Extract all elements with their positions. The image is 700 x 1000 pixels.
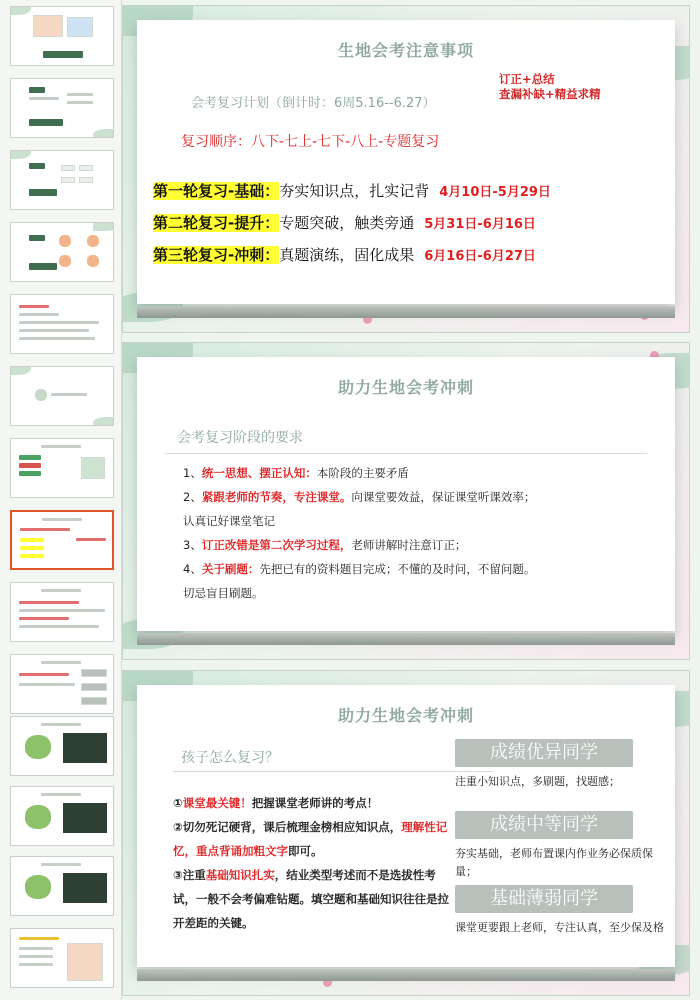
thumb-avatar — [59, 255, 71, 267]
slide-subtitle: 会考复习计划（倒计时：6周5.16--6.27） — [191, 96, 436, 111]
slide-stage-requirements[interactable] — [122, 342, 690, 660]
thumb-line — [19, 673, 69, 676]
thumb-label — [29, 87, 45, 93]
item-text: 老师讲解时注意订正； — [351, 538, 467, 552]
tip-emphasis: 基础知识扎实 — [205, 868, 275, 882]
slide-thumbnail-1[interactable] — [10, 6, 114, 66]
slide-thumbnail-7[interactable] — [10, 438, 114, 498]
thumb-illustration — [67, 943, 103, 981]
slide-thumbnail-13[interactable] — [10, 856, 114, 916]
round-dates: 4月10日-5月29日 — [439, 185, 551, 200]
card-shadow-bar — [137, 633, 675, 645]
requirement-item — [183, 533, 643, 557]
tip-text: ③注重 — [173, 868, 206, 882]
side-note-line: 订正+总结 — [499, 72, 555, 86]
thumb-line — [19, 305, 49, 308]
group-text-excellent: 注重小知识点，多刷题，找题感； — [455, 775, 620, 788]
item-number: 2、 — [183, 490, 202, 504]
thumb-line — [41, 589, 81, 592]
round-dates: 6月16日-6月27日 — [424, 249, 536, 264]
tip-emphasis: 课堂最关键！ — [182, 796, 252, 810]
slide-review-plan[interactable] — [122, 5, 690, 333]
thumb-blob — [25, 735, 51, 759]
item-text: 切忌盲目刷题。 — [183, 586, 264, 600]
thumb-line — [41, 863, 81, 866]
thumb-line — [19, 321, 99, 324]
round-row — [153, 244, 536, 265]
tip-1 — [173, 791, 453, 815]
round-text: 专题突破，触类旁通 — [279, 214, 415, 232]
round-label: 第一轮复习-基础： — [153, 182, 280, 200]
thumb-illustration — [67, 17, 93, 37]
slide-title: 助力生地会考冲刺 — [337, 378, 474, 397]
item-number: 3、 — [183, 538, 202, 552]
slide-thumbnail-8[interactable] — [10, 510, 114, 570]
thumb-line — [19, 625, 99, 628]
thumb-line — [19, 313, 59, 316]
slide-card — [137, 20, 675, 304]
group-badge-average: 成绩中等同学 — [455, 811, 633, 839]
thumb-button — [29, 263, 57, 270]
tip-number: ① — [173, 796, 183, 810]
item-text: 向课堂要效益，保证课堂听课效率； — [351, 490, 536, 504]
leaf-decoration — [93, 417, 114, 426]
tip-text: 把握课堂老师讲的考点！ — [251, 796, 379, 810]
slide-title: 助力生地会考冲刺 — [337, 706, 474, 725]
slide-how-to-review[interactable] — [122, 670, 690, 996]
review-order: 复习顺序：八下-七上-七下-八上-专题复习 — [181, 134, 440, 150]
slide-subtitle: 会考复习阶段的要求 — [177, 430, 303, 446]
thumb-box — [79, 165, 93, 171]
leaf-decoration — [10, 6, 31, 15]
tip-text: ，结业类型考述而不是选拔性考试，一般不会考偏难钻题。填空题和基础知识往往是拉开差距的关键。 — [173, 868, 449, 930]
slide-card — [137, 357, 675, 631]
thumb-box — [61, 165, 75, 171]
item-number: 4、 — [183, 562, 202, 576]
group-text-average: 夯实基础，老师布置课内作业务必保质保量； — [455, 847, 653, 878]
side-note — [499, 72, 601, 102]
slide-thumbnail-3[interactable] — [10, 150, 114, 210]
thumb-label — [29, 235, 45, 241]
thumb-highlight — [20, 546, 44, 550]
thumb-button — [29, 119, 63, 126]
slide-thumbnail-11[interactable] — [10, 716, 114, 776]
thumb-label — [19, 455, 41, 460]
thumb-box — [61, 177, 75, 183]
thumb-box — [81, 669, 107, 677]
item-text: 先把已有的资料题目完成；不懂的及时问，不留问题。 — [259, 562, 536, 576]
slide-thumbnail-panel — [0, 0, 122, 1000]
slide-thumbnail-12[interactable] — [10, 786, 114, 846]
thumb-box — [79, 177, 93, 183]
tip-emphasis: 理解性记忆，重点背诵加粗文字 — [173, 820, 448, 858]
thumb-label — [19, 471, 41, 476]
thumb-avatar — [87, 235, 99, 247]
thumb-line — [19, 955, 53, 958]
thumb-blob — [25, 805, 51, 829]
thumb-illustration — [81, 457, 105, 479]
thumb-line — [19, 947, 53, 950]
tip-2 — [173, 815, 453, 863]
thumb-line — [67, 101, 93, 104]
slide-thumbnail-9[interactable] — [10, 582, 114, 642]
slide-title: 生地会考注意事项 — [337, 41, 474, 60]
tip-3 — [173, 863, 453, 935]
item-text: 认真记好课堂笔记 — [183, 514, 275, 528]
round-text: 真题演练，固化成果 — [279, 246, 415, 264]
group-badge-excellent: 成绩优异同学 — [455, 739, 633, 767]
thumb-line — [29, 97, 59, 100]
thumb-box — [81, 697, 107, 705]
thumb-line — [41, 723, 81, 726]
review-tips — [173, 791, 453, 935]
leaf-decoration — [93, 129, 114, 138]
thumb-line — [41, 445, 81, 448]
thumb-line — [41, 793, 81, 796]
thumb-highlight — [20, 538, 44, 542]
card-shadow-bar — [137, 306, 675, 318]
tip-text: ②切勿死记硬背，课后梳理金榜相应知识点， — [173, 820, 402, 834]
thumb-button — [29, 189, 57, 196]
thumb-line — [19, 963, 53, 966]
thumb-line — [20, 528, 70, 531]
leaf-decoration — [10, 366, 31, 375]
divider — [173, 771, 493, 772]
slide-thumbnail-10[interactable] — [10, 654, 114, 714]
slide-thumbnail-4[interactable] — [10, 222, 114, 282]
slide-thumbnail-2[interactable] — [10, 78, 114, 138]
card-shadow-bar — [137, 969, 675, 981]
thumb-circle — [35, 389, 47, 401]
item-emphasis: 关于刷题： — [201, 562, 260, 576]
requirement-item — [183, 485, 643, 509]
thumb-line — [19, 609, 105, 612]
thumb-avatar — [59, 235, 71, 247]
thumb-line — [67, 93, 93, 96]
item-number: 1、 — [183, 466, 202, 480]
side-note-line: 查漏补缺+精益求精 — [499, 87, 601, 101]
divider — [165, 453, 647, 454]
thumb-label — [29, 163, 45, 169]
thumb-line — [19, 617, 69, 620]
thumb-line — [19, 329, 89, 332]
requirement-item — [183, 581, 643, 605]
requirement-item — [183, 461, 643, 485]
thumb-line — [76, 538, 106, 541]
thumb-blob — [25, 875, 51, 899]
thumb-box — [81, 683, 107, 691]
round-text: 夯实知识点，扎实记背 — [279, 182, 430, 200]
slide-subtitle: 孩子怎么复习？ — [181, 750, 279, 766]
thumb-label — [19, 463, 41, 468]
item-text: 本阶段的主要矛盾 — [316, 466, 409, 480]
round-dates: 5月31日-6月16日 — [424, 217, 536, 232]
leaf-decoration — [10, 150, 31, 159]
round-row — [153, 212, 536, 233]
thumb-button — [43, 51, 83, 58]
thumb-line — [19, 601, 79, 604]
thumb-highlight — [20, 554, 44, 558]
slide-thumbnail-14[interactable] — [10, 928, 114, 988]
slide-thumbnail-5[interactable] — [10, 294, 114, 354]
requirement-item — [183, 557, 643, 581]
requirements-list — [183, 461, 643, 605]
group-text-weak: 课堂更要跟上老师，专注认真，至少保及格 — [455, 921, 664, 934]
requirement-item — [183, 509, 643, 533]
round-label: 第二轮复习-提升： — [153, 214, 280, 232]
leaf-decoration — [93, 222, 114, 231]
round-row — [153, 180, 551, 201]
thumb-line — [19, 337, 95, 340]
item-emphasis: 订正改错是第二次学习过程， — [201, 538, 352, 552]
thumb-dark-box — [63, 873, 107, 903]
thumb-line — [19, 683, 75, 686]
round-label: 第三轮复习-冲刺： — [153, 246, 280, 264]
slide-thumbnail-6[interactable] — [10, 366, 114, 426]
item-emphasis: 统一思想、摆正认知： — [201, 466, 317, 480]
thumb-illustration — [33, 15, 63, 37]
group-badge-weak: 基础薄弱同学 — [455, 885, 633, 913]
thumb-avatar — [87, 255, 99, 267]
thumb-dark-box — [63, 803, 107, 833]
thumb-dark-box — [63, 733, 107, 763]
thumb-line — [19, 937, 59, 940]
thumb-line — [41, 661, 81, 664]
tip-text: 即可。 — [288, 844, 323, 858]
thumb-line — [51, 393, 87, 396]
thumb-line — [42, 518, 82, 521]
item-emphasis: 紧跟老师的节奏，专注课堂。 — [201, 490, 352, 504]
slide-card — [137, 685, 675, 967]
